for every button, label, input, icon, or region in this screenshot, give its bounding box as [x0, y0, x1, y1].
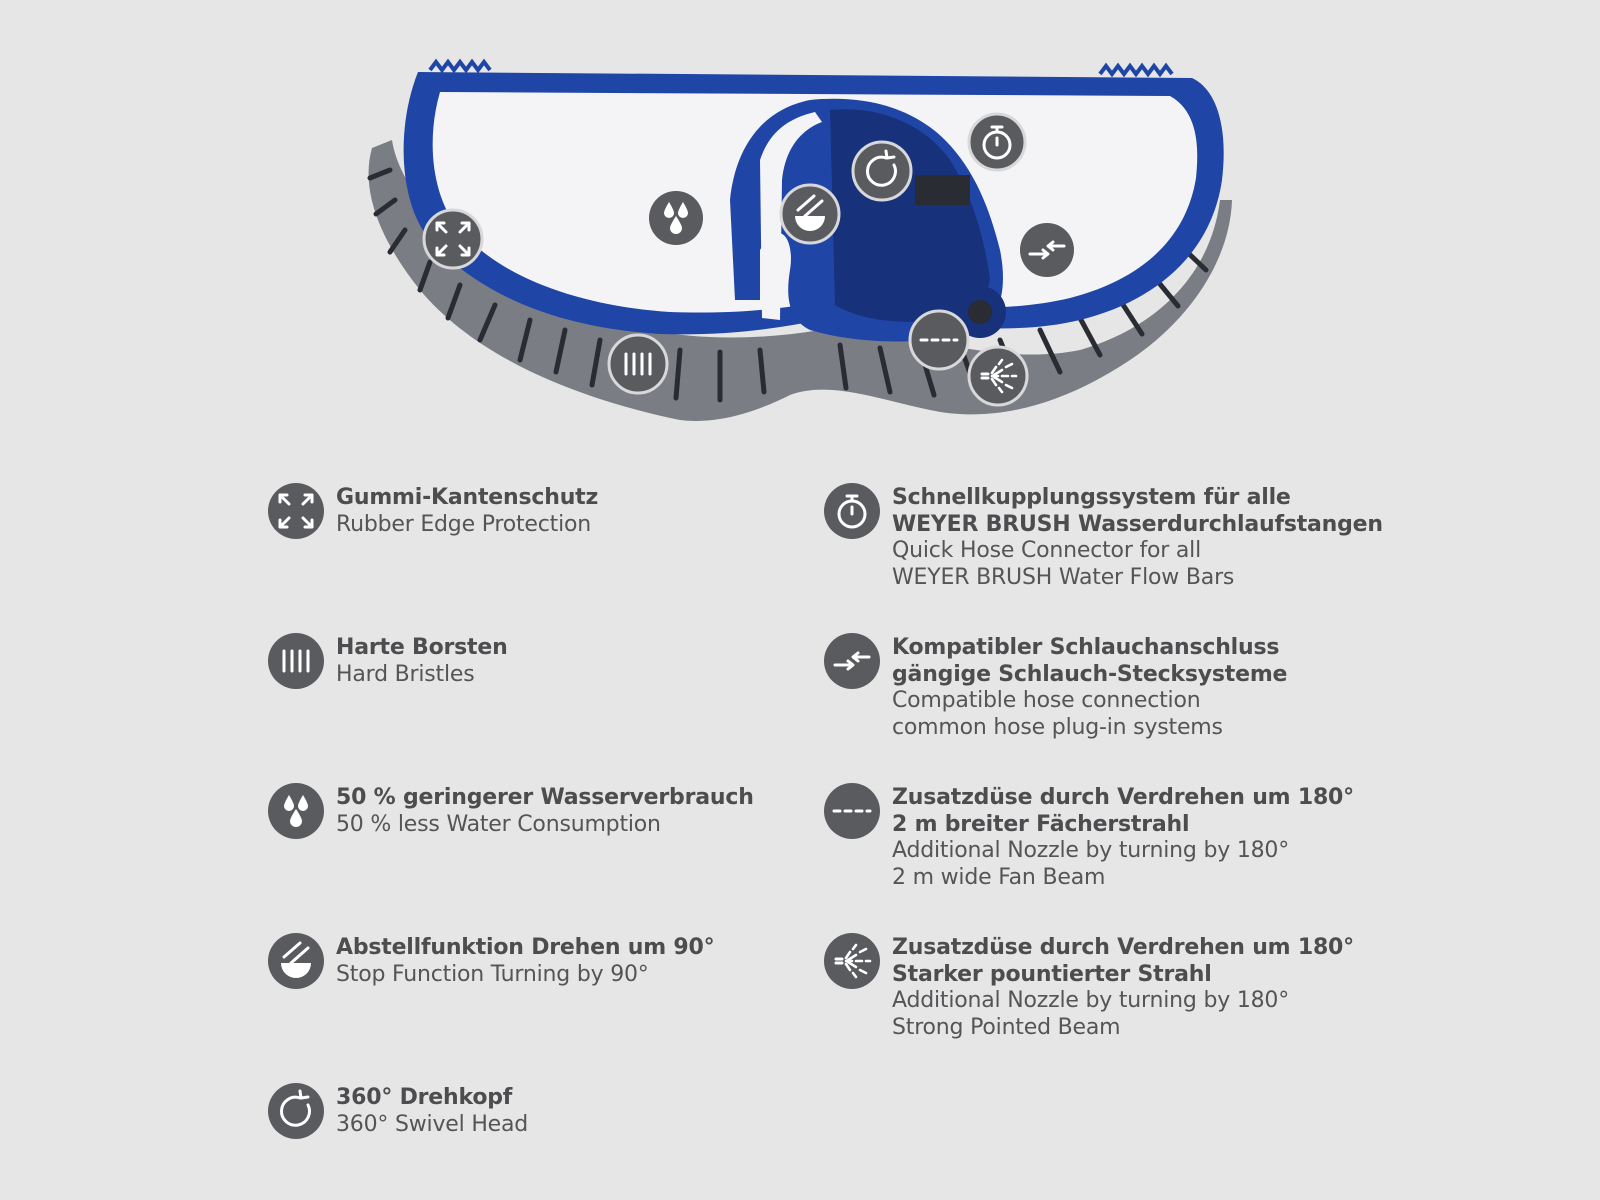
feature-subtitle: Rubber Edge Protection	[336, 511, 592, 537]
rotate-icon	[268, 1083, 324, 1139]
feature-title: Gummi-Kantenschutz	[336, 485, 599, 510]
callout-fan-icon	[910, 311, 968, 369]
expand-arrows-icon	[268, 483, 324, 539]
stopwatch-icon	[824, 483, 880, 539]
callout-stop-icon	[781, 185, 839, 243]
feature-title: 360° Drehkopf	[336, 1085, 513, 1110]
feature-subtitle-line2: common hose plug-in systems	[892, 714, 1223, 740]
spray-nozzle-icon	[824, 933, 880, 989]
callout-rotate-icon	[853, 142, 911, 200]
stop-function-icon	[268, 933, 324, 989]
callout-expand-icon	[424, 210, 482, 268]
callout-stopwatch-icon	[969, 114, 1025, 170]
feature-subtitle-line1: Compatible hose connection	[892, 688, 1201, 713]
feature-hard-bristles	[268, 633, 508, 689]
latch-window	[915, 175, 970, 205]
bristles-icon	[268, 633, 324, 689]
callout-hose-icon	[1020, 223, 1074, 277]
feature-title-line2: gängige Schlauch-Stecksysteme	[892, 661, 1288, 687]
brush-illustration	[0, 0, 1600, 440]
feature-title: Abstellfunktion Drehen um 90°	[336, 935, 715, 960]
feature-subtitle-line2: 2 m wide Fan Beam	[892, 864, 1106, 890]
feature-title: 50 % geringerer Wasserverbrauch	[336, 785, 754, 810]
feature-rubber-edge	[268, 483, 598, 539]
callout-bristles-icon	[609, 335, 667, 393]
feature-subtitle-line1: Additional Nozzle by turning by 180°	[892, 988, 1290, 1013]
feature-subtitle-line1: Additional Nozzle by turning by 180°	[892, 838, 1290, 863]
callout-spray-icon	[969, 347, 1027, 405]
feature-subtitle-line1: Quick Hose Connector for all	[892, 538, 1202, 563]
feature-title-line2: Starker pountierter Strahl	[892, 961, 1212, 987]
feature-title-line1: Zusatzdüse durch Verdrehen um 180°	[892, 785, 1354, 810]
feature-title: Harte Borsten	[336, 635, 508, 660]
feature-title-line2: WEYER BRUSH Wasserdurchlaufstangen	[892, 511, 1383, 537]
feature-hose-connection	[824, 633, 1287, 741]
feature-fan-beam	[824, 783, 1354, 891]
fan-beam-icon	[824, 783, 880, 839]
water-drops-icon	[268, 783, 324, 839]
rim-teeth	[430, 62, 1172, 74]
feature-subtitle: 50 % less Water Consumption	[336, 811, 661, 837]
feature-subtitle-line2: Strong Pointed Beam	[892, 1014, 1121, 1040]
hose-connect-icon	[824, 633, 880, 689]
hose-port-inner	[968, 300, 992, 324]
feature-subtitle: Hard Bristles	[336, 661, 475, 687]
callout-drops-icon	[649, 191, 703, 245]
feature-subtitle: 360° Swivel Head	[336, 1111, 529, 1137]
feature-pointed-beam	[824, 933, 1354, 1041]
feature-swivel-head	[268, 1083, 528, 1139]
feature-water-saving	[268, 783, 754, 839]
feature-title-line1: Kompatibler Schlauchanschluss	[892, 635, 1280, 660]
feature-stop-function	[268, 933, 714, 989]
feature-title-line1: Schnellkupplungssystem für alle	[892, 485, 1291, 510]
feature-subtitle-line2: WEYER BRUSH Water Flow Bars	[892, 564, 1235, 590]
feature-quick-connector	[824, 483, 1383, 591]
feature-title-line1: Zusatzdüse durch Verdrehen um 180°	[892, 935, 1354, 960]
feature-subtitle: Stop Function Turning by 90°	[336, 961, 649, 987]
feature-title-line2: 2 m breiter Fächerstrahl	[892, 811, 1190, 837]
